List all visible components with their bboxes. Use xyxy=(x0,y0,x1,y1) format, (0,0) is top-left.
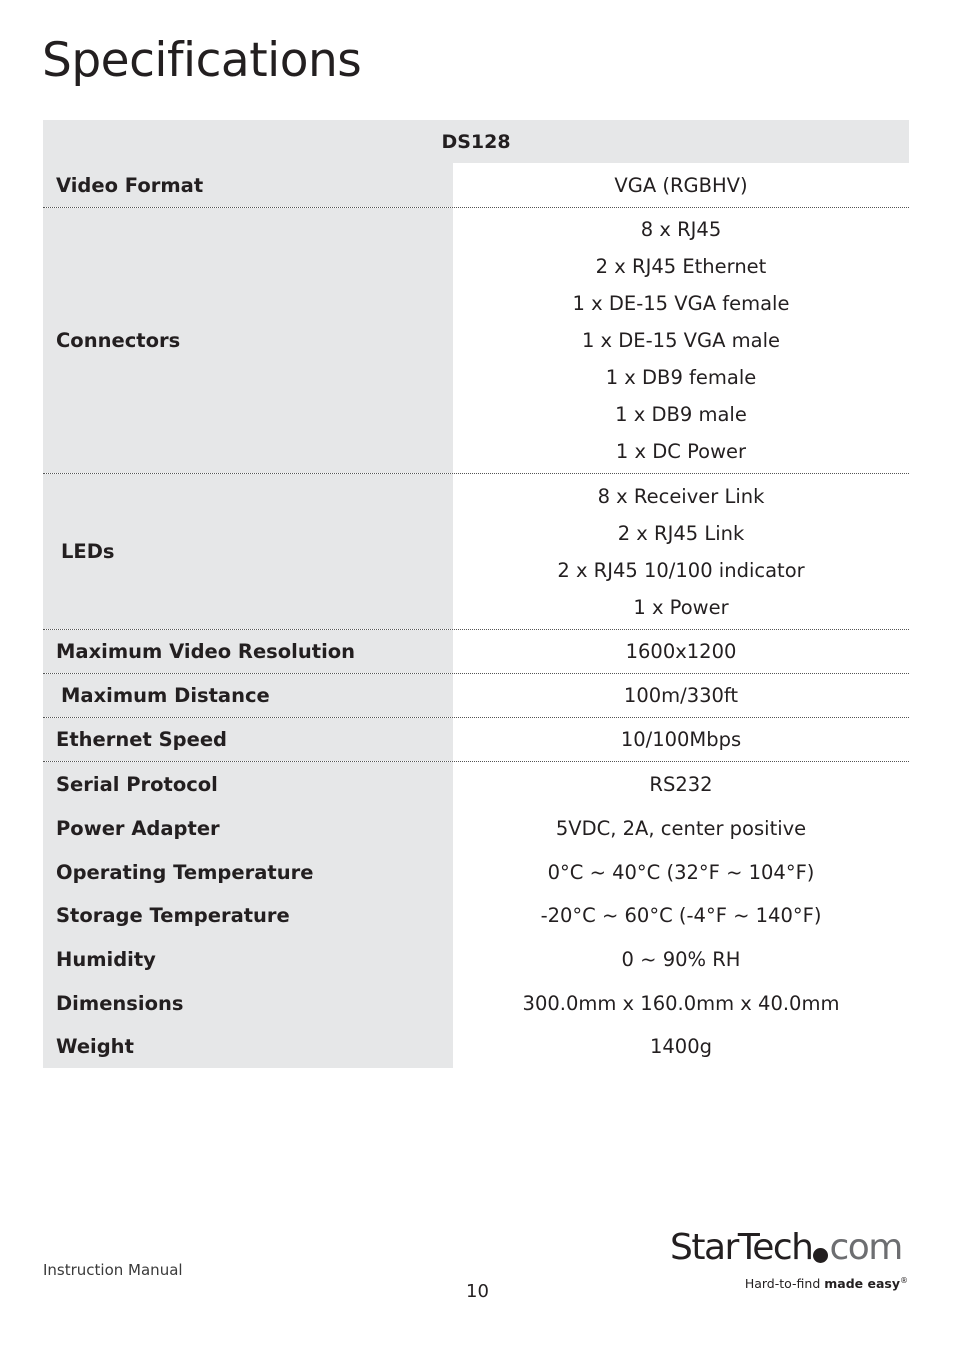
spec-row-serial-protocol xyxy=(43,762,909,806)
spec-value: 1 x DB9 female xyxy=(605,366,757,389)
spec-values xyxy=(453,937,909,981)
spec-values xyxy=(453,630,909,673)
spec-value: -20°C ~ 60°C (-4°F ~ 140°F) xyxy=(540,904,822,927)
spec-values xyxy=(453,762,909,806)
spec-value: 1 x DB9 male xyxy=(615,403,747,426)
spec-table xyxy=(43,120,909,1068)
spec-value: 8 x RJ45 xyxy=(640,218,722,241)
spec-value: VGA (RGBHV) xyxy=(614,173,748,197)
brand-dot-icon xyxy=(813,1248,828,1263)
spec-value: 8 x Receiver Link xyxy=(597,484,765,508)
spec-value: 1 x DE-15 VGA female xyxy=(572,292,790,315)
startech-logo xyxy=(670,1227,910,1310)
spec-values xyxy=(453,981,909,1025)
spec-row-power-adapter xyxy=(43,806,909,850)
brand-name-part1: StarTech xyxy=(670,1227,813,1268)
spec-label: Humidity xyxy=(43,937,453,981)
spec-label: Dimensions xyxy=(43,981,453,1025)
spec-row-weight xyxy=(43,1025,909,1068)
spec-row-dimensions xyxy=(43,981,909,1025)
spec-values xyxy=(453,850,909,894)
spec-value: 1 x Power xyxy=(633,595,729,619)
tagline-regular: Hard-to-find xyxy=(744,1276,825,1292)
spec-row-operating-temperature xyxy=(43,850,909,894)
page-title: Specifications xyxy=(42,33,362,88)
spec-row-storage-temperature xyxy=(43,894,909,937)
spec-label: Operating Temperature xyxy=(43,850,453,894)
spec-label: Video Format xyxy=(43,163,453,207)
spec-value: 0°C ~ 40°C (32°F ~ 104°F) xyxy=(547,860,815,884)
spec-label: Weight xyxy=(43,1025,453,1068)
spec-value: RS232 xyxy=(649,772,713,796)
spec-values xyxy=(453,894,909,937)
spec-label: Ethernet Speed xyxy=(43,718,453,761)
spec-label: Power Adapter xyxy=(43,806,453,850)
spec-label: Storage Temperature xyxy=(43,894,453,937)
spec-value: 1 x DE-15 VGA male xyxy=(581,329,781,352)
spec-row-connectors xyxy=(43,208,909,474)
tagline-mark: ® xyxy=(900,1276,908,1285)
tagline-bold: made easy xyxy=(824,1276,900,1292)
spec-row-max-resolution xyxy=(43,630,909,674)
spec-value: 5VDC, 2A, center positive xyxy=(555,816,807,840)
footer-doc-type: Instruction Manual xyxy=(43,1261,183,1279)
spec-label: Serial Protocol xyxy=(43,762,453,806)
spec-value: 300.0mm x 160.0mm x 40.0mm xyxy=(522,991,840,1015)
spec-value: 10/100Mbps xyxy=(620,728,742,751)
spec-row-ethernet-speed xyxy=(43,718,909,762)
spec-values xyxy=(453,474,909,629)
spec-row-video-format xyxy=(43,163,909,208)
spec-label: Connectors xyxy=(43,208,453,473)
spec-values xyxy=(453,806,909,850)
brand-name xyxy=(670,1227,910,1268)
spec-values xyxy=(453,208,909,473)
spec-row-leds xyxy=(43,474,909,630)
spec-value: 1 x DC Power xyxy=(615,440,747,463)
spec-values xyxy=(453,163,909,207)
spec-values xyxy=(453,674,909,717)
spec-values xyxy=(453,718,909,761)
spec-values xyxy=(453,1025,909,1068)
spec-value: 2 x RJ45 Ethernet xyxy=(595,255,767,278)
brand-tagline xyxy=(670,1276,910,1291)
spec-value: 0 ~ 90% RH xyxy=(621,947,741,971)
spec-row-max-distance xyxy=(43,674,909,718)
spec-value: 1400g xyxy=(649,1035,712,1058)
page-number: 10 xyxy=(466,1281,489,1302)
spec-row-humidity xyxy=(43,937,909,981)
brand-name-part2: com xyxy=(829,1227,902,1268)
spec-label: Maximum Video Resolution xyxy=(43,630,453,673)
spec-label: LEDs xyxy=(43,474,453,629)
spec-value: 2 x RJ45 10/100 indicator xyxy=(557,558,805,582)
model-header: DS128 xyxy=(43,120,909,163)
spec-value: 1600x1200 xyxy=(625,640,737,663)
spec-value: 2 x RJ45 Link xyxy=(617,521,745,545)
spec-label: Maximum Distance xyxy=(43,674,453,717)
spec-value: 100m/330ft xyxy=(623,684,739,707)
